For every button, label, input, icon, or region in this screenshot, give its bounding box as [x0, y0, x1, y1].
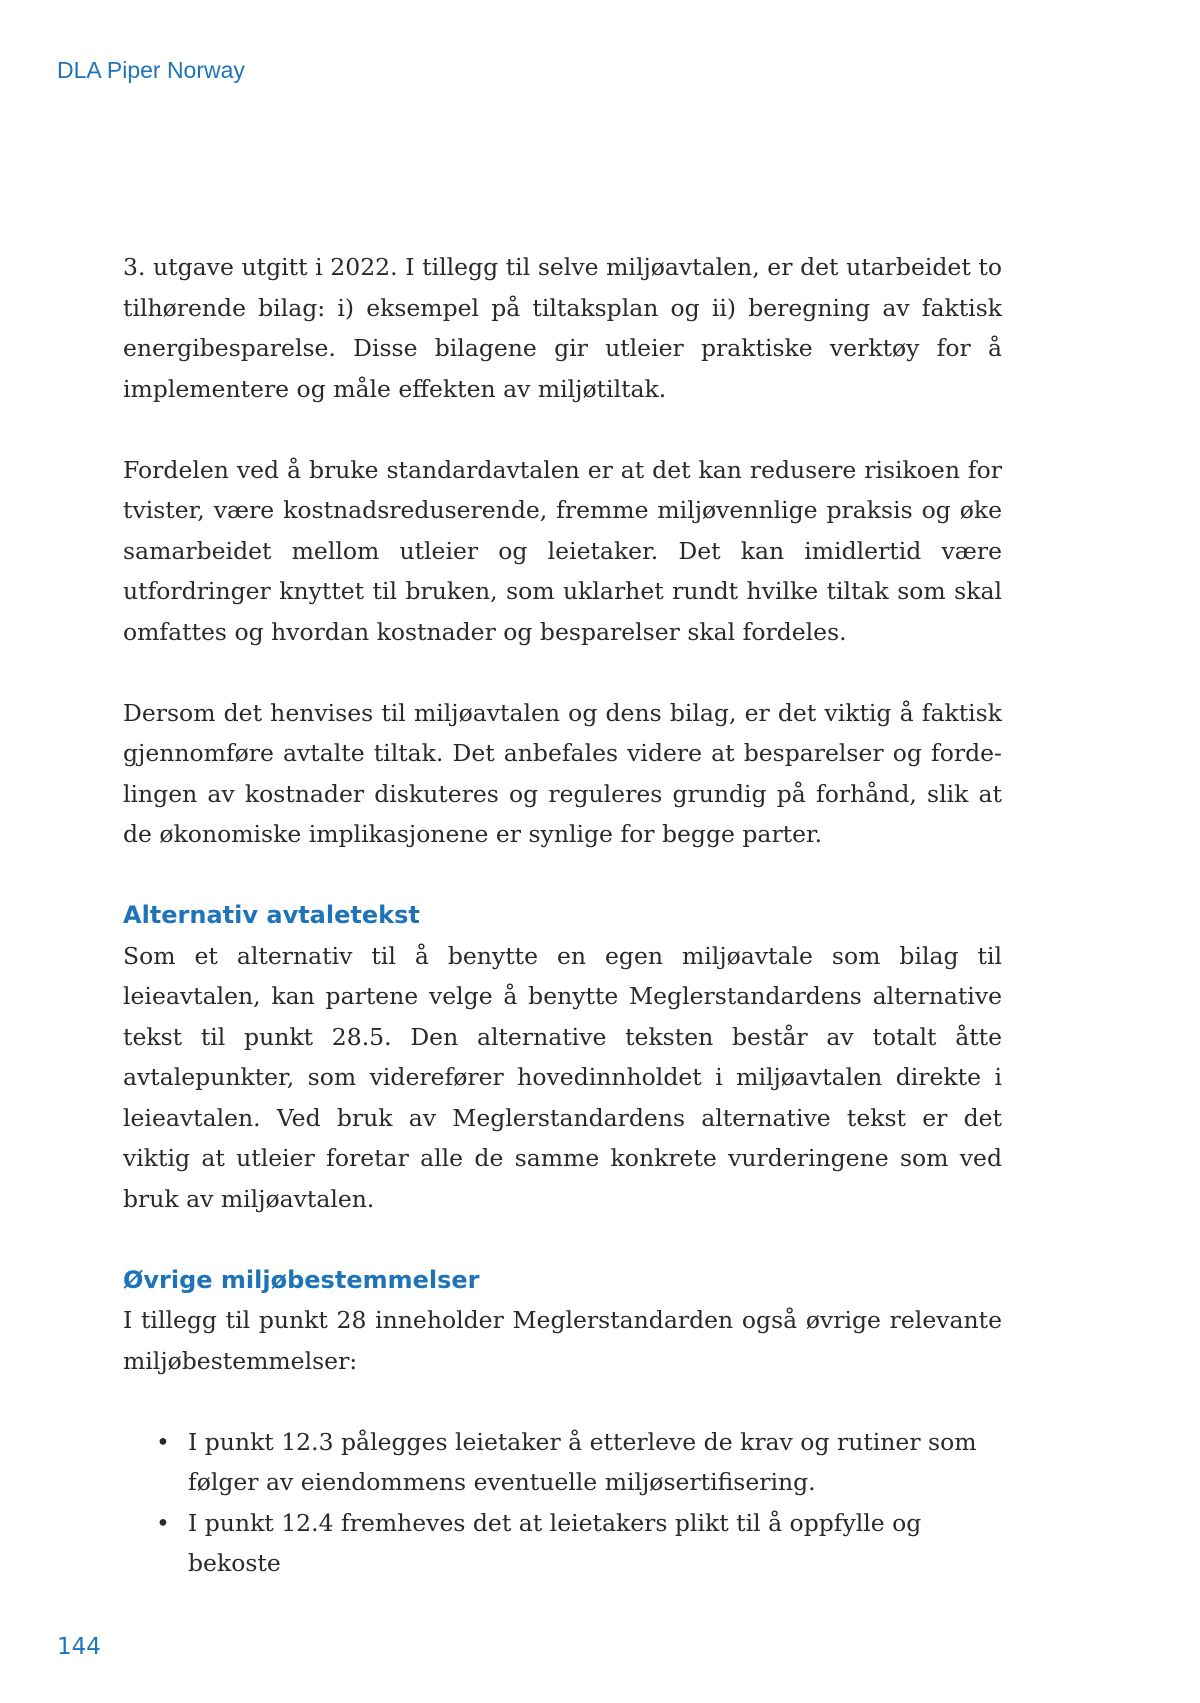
running-header: DLA Piper Norway — [57, 57, 245, 83]
body-paragraph: 3. utgave utgitt i 2022. I tillegg til selve miljøavtalen, er det utarbeidet to tilhørende bilag: i) eksempel på tiltaksplan og ii) beregning av faktisk energibesparelse. Disse bilagene gir utleier praktiske verktøy for å implementere og måle effekten av miljøtiltak. — [123, 253, 1002, 403]
list-item-text: I punkt 12.4 fremheves det at leietakers plikt til å oppfylle og bekoste — [188, 1508, 922, 1577]
section-text: Som et alternativ til å benytte en egen miljøavtale som bilag til leieavtalen, kan partene velge å benytte Meglerstandardens alternative tekst til punkt 28.5. Den alternative teksten består av totalt åtte avtalepunkter, som viderefører hovedinnholdet i miljøavtalen direkte i leieavtalen. Ved bruk av Meglerstandardens alternative tekst er det viktig at utleier foretar alle de samme konkrete vurderingene som ved bruk av miljøavtalen. — [123, 941, 1002, 1213]
bullet-icon: • — [156, 1508, 170, 1537]
list-item — [123, 1422, 988, 1503]
bullet-icon: • — [156, 1427, 170, 1456]
section-heading: Alternativ avtaletekst — [123, 901, 420, 929]
page-number: 144 — [57, 1634, 101, 1660]
section-text: I tillegg til punkt 28 inneholder Meglerstandarden også øvrige relevante miljøbestemmelser: — [123, 1306, 1002, 1375]
section-heading: Øvrige miljøbestemmelser — [123, 1265, 480, 1294]
page-body — [123, 247, 1002, 1584]
bullet-list — [123, 1422, 1002, 1584]
body-paragraph: Dersom det henvises til miljøavtalen og dens bilag, er det viktig å faktisk gjennomføre avtalte tiltak. Det anbefales videre at besparelser og fordelingen av kostnader diskuteres og reguleres grundig på forhånd, slik at de økonomiske implikasjonene er synlige for begge parter. — [123, 698, 1002, 848]
list-item-text: I punkt 12.3 pålegges leietaker å etterleve de krav og rutiner som følger av eiendommens eventuelle miljøsertifisering. — [188, 1427, 977, 1496]
list-item — [123, 1503, 988, 1584]
body-paragraph: Fordelen ved å bruke standardavtalen er at det kan redusere risikoen for tvister, være kostnadsreduserende, fremme miljøvennlige praksis og øke samarbeidet mellom utleier og leietaker. Det kan imidlertid være utfordringer knyttet til bruken, som uklarhet rundt hvilke tiltak som skal omfattes og hvordan kostnader og besparelser skal fordeles. — [123, 455, 1002, 646]
